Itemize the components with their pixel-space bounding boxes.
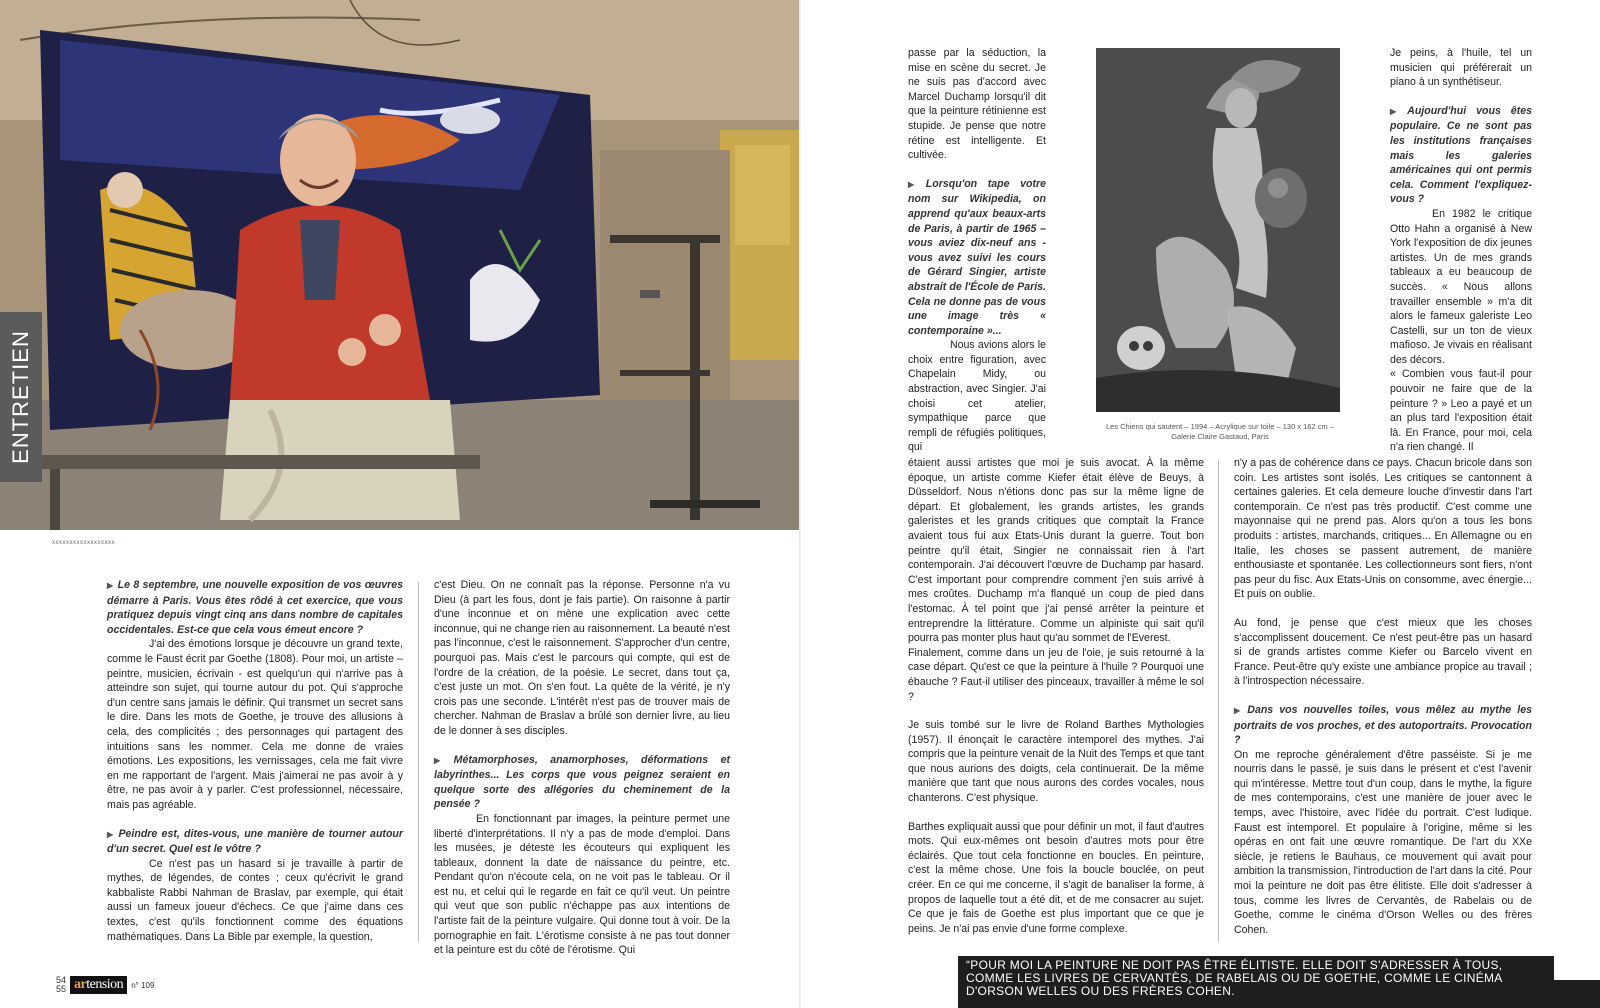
- paragraph-boucles: Barthes expliquait aussi que pour définir un mot, il faut d'autres mots. Qui eux-mêmes ont besoin d'autres mots pour être éclairés. Que tout cela fonctionne en boucles. En peinture, c'est la même chose. Une fois la boucle bouclée, on peut créer. En ce qui me concerne, il s'agit de banaliser la forme, à propos de laquelle tout a été dit, et de me consacrer au sujet. Ce que je fais de Goethe est plus important que ce que je peins. Je n'ai pas envie d'une forme complexe.: [908, 820, 1204, 935]
- column-2: [434, 578, 730, 958]
- question-4: ▶ Lorsqu'on tape votre nom sur Wikipedia, on apprend qu'aux beaux-arts de Paris, à partir de 1965 – vous aviez dix-neuf ans - vous avez suivi les cours de Gérard Singier, artiste abstrait de l'École de Paris. Cela ne donne pas de vous une image très « contemporaine »...: [908, 177, 1046, 339]
- question-3: ▶ Métamorphoses, anamorphoses, déformations et labyrinthes... Les corps que vous peignez seraient en quelque sorte des allégories du cheminement de la pensée ?: [434, 753, 730, 812]
- folio: [56, 976, 154, 994]
- answer-5: En 1982 le critique Otto Hahn a organisé à New York l'exposition de dix jeunes artistes. Un de mes grands tableaux a eu beaucoup de succès. « Nous allons travailler ensemble » m'a dit alors le fameux galeriste Leo Castelli, sur un ton de vieux mafioso. Je vivais en réalisant des décors.: [1390, 207, 1532, 366]
- answer-2-continued: c'est Dieu. On ne connaît pas la réponse. Personne n'a vu Dieu (à part les fous, dont je fais partie). On raisonne à partir d'une inconnue et on mène une explication avec cette inconnue, qui ne change rien au raisonnement. La beauté n'est pas l'inconnue, c'est le raisonnement. S'approcher d'un centre, pourquoi pas. Mais c'est le parcours qui compte, qui est de l'ordre de la création, de la poésie. Le secret, dans tout ça, c'est juste un mot. On s'en fout. La quête de la vérité, je n'y crois pas une seconde. L'intérêt n'est pas de trouver mais de chercher. Nahman de Braslav a brûlé son dernier livre, au lieu de le donner à ses disciples.: [434, 579, 730, 737]
- logo-part-a: ar: [74, 977, 87, 992]
- answer-3-continued: passe par la séduction, la mise en scène du secret. Je ne suis pas d'accord avec Marcel Duchamp lorsqu'il dit que la peinture rétinienne est stupide. Je pense que notre rétine est intelligente. Et cultivée.: [908, 47, 1046, 162]
- issue-number: n° 109: [131, 980, 155, 990]
- painting-caption-line-1: Les Chiens qui sautent – 1994 – Acrylique sur toile – 130 x 162 cm –: [1105, 422, 1335, 431]
- painting-image: [1096, 48, 1340, 412]
- question-2: ▶ Peindre est, dites-vous, une manière de tourner autour d'un secret. Quel est le vôtre ?: [107, 827, 403, 857]
- painting-caption: [1096, 422, 1344, 442]
- pull-quote-tail: [1554, 980, 1600, 1008]
- paragraph-piano: Je peins, à l'huile, tel un musicien qui préférerait un piano à un synthétiseur.: [1390, 47, 1532, 89]
- painting-illustration: [1096, 48, 1340, 412]
- question-5: ▶ Aujourd'hui vous êtes populaire. Ce ne sont pas les institutions françaises mais les galeries américaines qui ont permis cela. Comment l'expliquez-vous ?: [1390, 104, 1532, 207]
- photo-caption: xxxxxxxxxxxxxxxxxx: [52, 540, 115, 546]
- magazine-logo: [70, 976, 127, 994]
- answer-2: Ce n'est pas un hasard si je travaille à partir de mythes, de légendes, de contes ; ceux qu'écrivit le grand kabbaliste Rabbi Nahman de Braslav, par exemple, qui était aussi un fameux joueur d'échecs. Ce que j'aime dans ces textes, c'est qu'ils fonctionnent comme des équations mathématiques. Dans La Bible par exemple, la question,: [107, 857, 403, 943]
- logo-part-b: tension: [86, 977, 124, 992]
- paragraph-jeu-de-loie: Finalement, comme dans un jeu de l'oie, je suis retourné à la case départ. Qu'est ce que la peinture à l'huile ? Pourquoi une ébauche ? Faut-il utiliser des pinceaux, travailler à même le sol ?: [908, 646, 1204, 703]
- column-4: [1390, 46, 1532, 455]
- answer-4-continued: étaient aussi artistes que moi je suis avocat. À la même époque, un artiste comme Kiefer était élève de Beuys, à Düsseldorf. Nous n'étions donc pas sur la même ligne de départ. Et globalement, les grands artistes, les grands galeristes et les grands critiques que comptait la France avaient tous fui aux Etats-Unis durant la guerre. Tout bon peintre qu'il était, Singier ne connaissait rien à l'art contemporain. J'ai découvert l'œuvre de Duchamp par hasard. C'est important pour comprendre comment j'en suis arrivé à mes croûtes. Duchamp m'a flanqué un coup de pied dans l'estomac. À tel point que j'ai pensé arrêter la peinture et entreprendre la littérature. Comme un alpiniste qui sait qu'il pourra pas monter plus haut qu'au sommet de l'Everest.: [908, 457, 1204, 645]
- section-label: ENTRETIEN: [8, 330, 33, 464]
- answer-3: En fonctionnant par images, la peinture permet une liberté d'interprétations. Il n'y a pas de mode d'emploi. Dans les musées, je déteste les écouteurs qui expliquent les tableaux, donnent la date de naissance du peintre, etc. Pendant qu'on n'écoute cela, on ne voit pas le tableau. Or il est nu, et celui qui le regarde en fait ce qu'il veut. Un peintre qui veut que son public n'échappe pas aux intentions de l'artiste fait de la peinture vulgaire. Qui donne tout à voir. De la pornographie en fait. L'érotisme consiste à ne pas tout donner et la peinture est du côté de l'érotisme. Qui: [434, 812, 730, 957]
- page-number-right: 55: [56, 984, 67, 994]
- section-tab: [0, 312, 42, 482]
- page-numbers: [56, 976, 66, 994]
- column-1: [107, 578, 403, 944]
- painting-caption-line-2: Galerie Claire Gastaud, Paris: [1171, 432, 1269, 441]
- column-rule-1: [418, 582, 419, 942]
- question-6: ▶ Dans vos nouvelles toiles, vous mêlez au mythe les portraits de vos proches, et des autoportraits. Provocation ?: [1234, 703, 1532, 748]
- column-rule-2: [1218, 460, 1219, 942]
- paragraph-barthes: Je suis tombé sur le livre de Roland Barthes Mythologies (1957). Il énonçait le caractère intemporel des mythes. J'ai compris que la peinture venait de la Nuit des Temps et que tant que nous aurions des doigts, cela continuerait. De la même manière que tant que nous aurons des cordes vocales, nous chanterons. C'est physique.: [908, 719, 1205, 805]
- column-4-wide: [1234, 456, 1532, 937]
- page-gutter: [799, 0, 801, 1008]
- paragraph-coherence: n'y a pas de cohérence dans ce pays. Chacun bricole dans son coin. Les artistes sont isolés. Les critiques se cantonnent à certaines galeries. Et cela demeure louche d'investir dans l'art contemporain. Ce n'est pas très productif. C'est comme une mayonnaise qui ne prend pas. Alors qu'on a tous les bons produits : artistes, marchands, critiques... En Allemagne ou en Italie, les choses se passent autrement, de manière enthousiaste et spontanée. Les collectionneurs sont fiers, n'ont pas peur du fisc. Aux Etats-Unis on consomme, avec énergie... Et puis on oublie.: [1234, 457, 1532, 601]
- pull-quote: “POUR MOI LA PEINTURE NE DOIT PAS ÊTRE ÉLITISTE. ELLE DOIT S'ADRESSER À TOUS, COMME LES LIVRES DE CERVANTÈS, DE RABELAIS OU DE GOETHE, COMME LE CINÉMA D'ORSON WELLES OU DES FRÈRES COHEN.: [958, 956, 1554, 1008]
- paragraph-au-fond: Au fond, je pense que c'est mieux que les choses s'accomplissent doucement. Ce n'est peut-être pas un hasard si de grands artistes comme Kiefer ou Barcelo vivent en France. Peut-être qu'y existe une ambiance propice au travail ; à l'introspection nécessaire.: [1234, 616, 1532, 688]
- answer-1: J'ai des émotions lorsque je découvre un grand texte, comme le Faust écrit par Goethe (1808). Pour moi, un artiste – peintre, musicien, écrivain - est quelqu'un qui n'arrive pas à atteindre son sujet, qui tourne autour du pot. Qui s'approche d'un centre sans jamais le définir. Qui transmet un secret sans le dire. Dans les mots de Goethe, je trouve des allusions à cela, des complicités ; des personnages qui partagent des intuitions sans les nommer. Cela me donne de vraies émotions. Les expositions, les vernissages, cela me fait vivre en me rapportant de l'argent. Mais j'aimerai ne pas avoir à y être, ne pas avoir à y parler. C'est professionnel, nécessaire, mais pas agréable.: [107, 638, 403, 811]
- question-1: ▶ Le 8 septembre, une nouvelle exposition de vos œuvres démarre à Paris. Vous êtes rôdé à cet exercice, que vous pratiquez depuis vingt cinq ans dans nombre de capitales occidentales. Est-ce que cela vous émeut encore ?: [107, 578, 403, 637]
- page-number-left: 54: [56, 975, 67, 985]
- answer-6: On me reproche généralement d'être passéiste. Si je me nourris dans le passé, je suis dans le présent et c'est l'avenir qui m'intéresse. Mettre tout d'un coup, dans le mythe, la figure de mes contemporains, c'est une manière de jouer avec le temps, avec l'histoire, avec l'idée du portrait. C'est ludique. Faust est intemporel. Et populaire à l'origine, même si les opéras en ont fait une œuvre romantique. De l'art du XXe siècle, je retiens le Bauhaus, ce mouvement qui avait pour ambition la transmission, l'introduction de l'art dans la cité. Pour moi la peinture ne doit pas être élitiste. Elle doit s'adresser à tous, comme les livres de Cervantès, de Rabelais ou de Goethe, comme le cinéma d'Orson Welles ou des frères Cohen.: [1234, 748, 1532, 936]
- studio-photo-illustration: [0, 0, 800, 530]
- column-3: [908, 46, 1046, 455]
- answer-4: Nous avions alors le choix entre figuration, avec Chapelain Midy, ou abstraction, avec Singier. J'ai choisi cet atelier, sympathique parce que rempli de réfugiés politiques, qui: [908, 339, 1046, 454]
- answer-5-continued: « Combien vous faut-il pour pouvoir ne faire que de la peinture ? » Leo a payé et un an plus tard l'exposition était là. En France, pour moi, cela n'a rien changé. Il: [1390, 368, 1532, 454]
- column-3-wide: [908, 456, 1204, 936]
- artist-studio-photo: [0, 0, 800, 530]
